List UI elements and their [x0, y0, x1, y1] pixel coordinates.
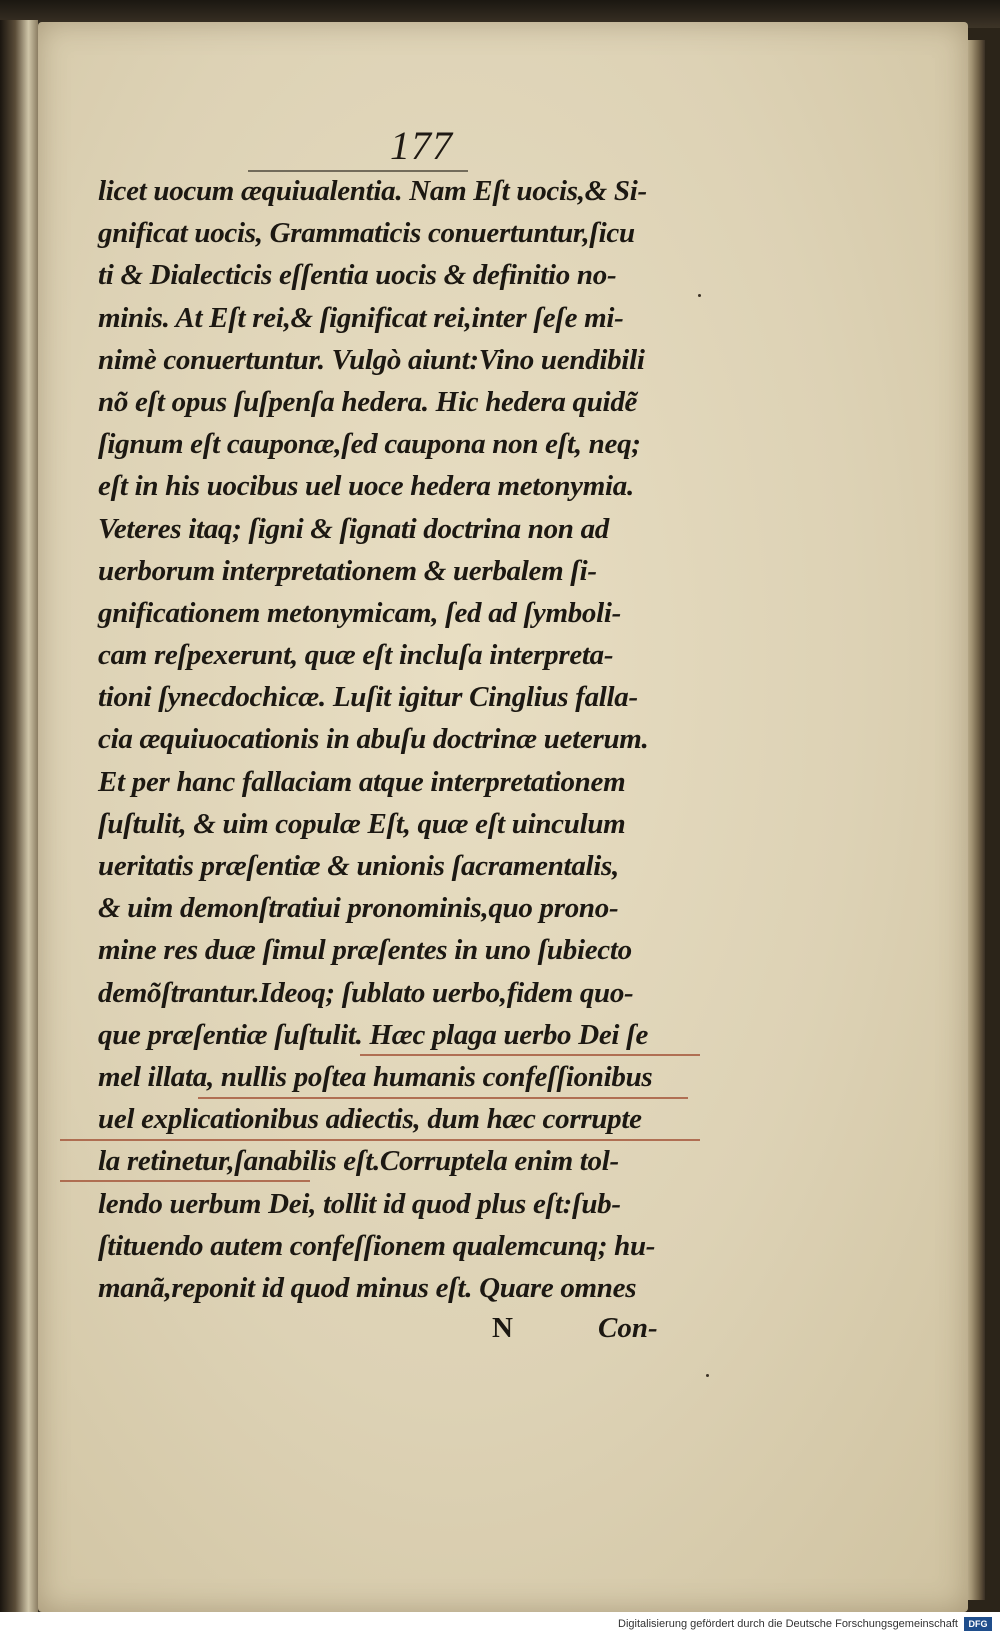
text-line: la retinetur,ſanabilis eſt.Corruptela enim tol- [98, 1145, 619, 1178]
underline-mark [60, 1139, 700, 1141]
text-line: mel illata, nullis poſtea humanis confeſſionibus [98, 1060, 653, 1093]
text-line: ſuſtulit, & uim copulæ Eſt, quæ eſt uinculum [98, 807, 626, 840]
text-line: nõ eſt opus ſuſpenſa hedera. Hic hedera quidẽ [98, 385, 638, 418]
text-line: manã,reponit id quod minus eſt. Quare omnes [98, 1271, 637, 1304]
text-line: gnificationem metonymicam, ſed ad ſymboli- [98, 596, 622, 629]
text-line: ti & Dialecticis eſſentia uocis & definitio no- [98, 259, 617, 292]
book-page [38, 22, 968, 1612]
text-line: demõſtrantur.Ideoq; ſublato uerbo,fidem quo- [98, 976, 634, 1009]
catchword: Con- [598, 1312, 658, 1344]
text-line: ueritatis præſentiæ & unionis ſacramentalis, [98, 850, 619, 882]
footer-bar [0, 1612, 1000, 1642]
signature-mark: N [492, 1312, 513, 1344]
funding-notice: Digitalisierung gefördert durch die Deutsche Forschungsgemeinschaft [618, 1618, 958, 1630]
text-line: uerborum interpretationem & uerbalem ſi- [98, 554, 597, 587]
text-line: tioni ſynecdochicæ. Luſit igitur Cinglius falla- [98, 681, 638, 714]
text-line: nimè conuertuntur. Vulgò aiunt:Vino uendibili [98, 343, 645, 376]
text-line: uel explicationibus adiectis, dum hæc corrupte [98, 1103, 642, 1136]
paper-speck [698, 294, 701, 297]
page-number: 177 [390, 123, 453, 168]
underline-mark [360, 1054, 700, 1056]
text-line: mine res duæ ſimul præſentes in uno ſubiecto [98, 934, 632, 967]
text-line: gnificat uocis, Grammaticis conuertuntur,ſicu [98, 217, 635, 250]
dfg-logo: DFG [964, 1617, 992, 1631]
underline-mark [198, 1097, 688, 1099]
text-line: que præſentiæ ſuſtulit. Hæc plaga uerbo Dei ſe [98, 1018, 649, 1051]
paper-speck [706, 1374, 709, 1377]
text-line: cam reſpexerunt, quæ eſt incluſa interpreta- [98, 639, 614, 672]
text-line: Veteres itaq; ſigni & ſignati doctrina non ad [98, 512, 609, 545]
text-line: cia æquiuocationis in abuſu doctrinæ ueterum. [98, 723, 649, 756]
text-line: & uim demonſtratiui pronominis,quo prono- [98, 892, 619, 925]
text-line: ſtituendo autem confeſſionem qualemcunq; hu- [98, 1229, 656, 1262]
text-line: Et per hanc fallaciam atque interpretationem [98, 765, 626, 798]
text-line: eſt in his uocibus uel uoce hedera metonymia. [98, 470, 634, 503]
book-binding [0, 20, 38, 1620]
text-line: lendo uerbum Dei, tollit id quod plus eſt:ſub- [98, 1187, 621, 1220]
text-line: minis. At Eſt rei,& ſignificat rei,inter ſeſe mi- [98, 301, 624, 334]
catchword-line [38, 1312, 968, 1352]
underline-mark [60, 1180, 310, 1182]
text-line: licet uocum æquiualentia. Nam Eſt uocis,& Si- [98, 175, 647, 207]
text-line: ſignum eſt cauponæ,ſed caupona non eſt, neq; [98, 428, 641, 461]
